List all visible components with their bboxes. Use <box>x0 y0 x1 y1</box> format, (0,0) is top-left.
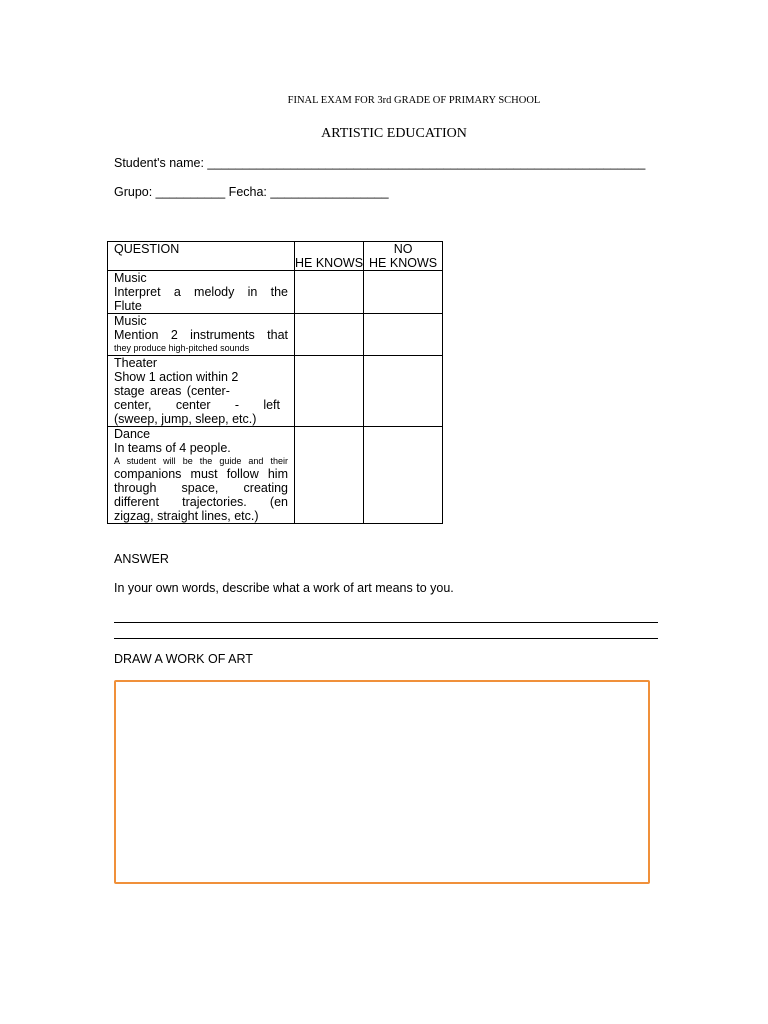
question-cell: Dance In teams of 4 people. A student will be the guide and their companions must follow him through space, creating different trajectories. (en zigzag, straight lines, etc.) <box>108 427 295 524</box>
group-date-field[interactable]: Grupo: __________ Fecha: _________________ <box>114 185 389 199</box>
header-knows: HE KNOWS <box>295 242 364 271</box>
subject-title: ARTISTIC EDUCATION <box>321 126 467 141</box>
table-row <box>108 314 443 356</box>
question-category: Theater <box>114 356 158 370</box>
drawing-box[interactable] <box>114 680 650 884</box>
table-header-row <box>108 242 443 271</box>
question-category: Music <box>114 314 147 328</box>
evaluation-table <box>107 241 443 524</box>
knows-check-cell[interactable] <box>295 356 364 427</box>
no-knows-check-cell[interactable] <box>364 314 443 356</box>
header-no-knows: NO HE KNOWS <box>364 242 443 271</box>
knows-check-cell[interactable] <box>295 427 364 524</box>
knows-check-cell[interactable] <box>295 271 364 314</box>
question-category: Music <box>114 271 147 285</box>
table-row <box>108 271 443 314</box>
answer-line[interactable] <box>114 622 658 623</box>
question-cell: Theater Show 1 action within 2 stage areas (center- center, center - left (sweep, jump, sleep, etc.) <box>108 356 295 427</box>
answer-line[interactable] <box>114 638 658 639</box>
draw-heading: DRAW A WORK OF ART <box>114 652 253 666</box>
knows-check-cell[interactable] <box>295 314 364 356</box>
question-category: Dance <box>114 427 151 441</box>
question-cell: Music Interpret a melody in the Flute <box>108 271 295 314</box>
answer-heading: ANSWER <box>114 552 169 566</box>
no-knows-check-cell[interactable] <box>364 356 443 427</box>
student-name-field[interactable]: Student's name: _______________________________________________________________ <box>114 156 646 170</box>
table-row <box>108 427 443 524</box>
header-question: QUESTION <box>108 242 295 271</box>
answer-prompt: In your own words, describe what a work of art means to you. <box>114 581 454 595</box>
table-row <box>108 356 443 427</box>
exam-title: FINAL EXAM FOR 3rd GRADE OF PRIMARY SCHOOL <box>287 95 541 106</box>
no-knows-check-cell[interactable] <box>364 271 443 314</box>
question-cell: Music Mention 2 instruments that they produce high-pitched sounds <box>108 314 295 356</box>
no-knows-check-cell[interactable] <box>364 427 443 524</box>
